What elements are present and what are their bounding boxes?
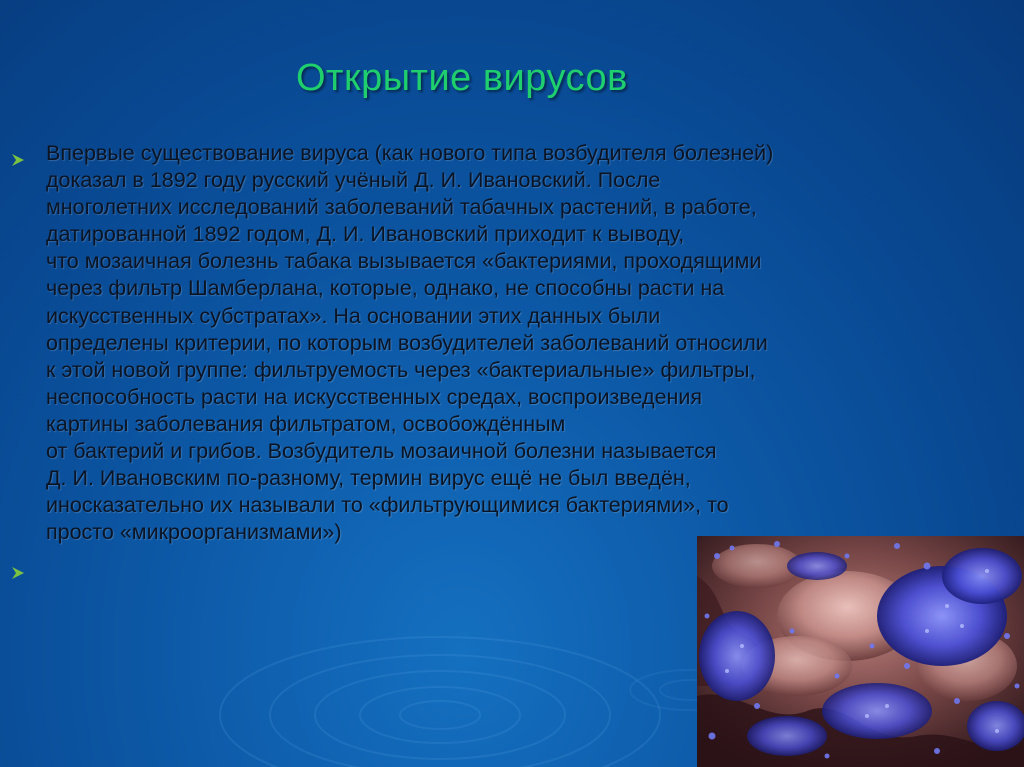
paragraph-line: что мозаичная болезнь табака вызывается «бактериями, проходящими xyxy=(46,249,762,274)
arrowhead-bullet-icon xyxy=(10,152,26,168)
arrowhead-bullet-icon xyxy=(10,565,26,581)
body-paragraph xyxy=(46,140,1021,546)
paragraph-line: картины заболевания фильтратом, освобождённым xyxy=(46,411,566,436)
paragraph-line: датированной 1892 годом, Д. И. Ивановский приходит к выводу, xyxy=(46,222,685,247)
paragraph-line: Д. И. Ивановским по-разному, термин вирус ещё не был введён, xyxy=(46,466,691,491)
paragraph-line: определены критерии, по которым возбудителей заболеваний относили xyxy=(46,330,768,355)
paragraph-line: многолетних исследований заболеваний табачных растений, в работе, xyxy=(46,195,757,220)
paragraph-line: от бактерий и грибов. Возбудитель мозаичной болезни называется xyxy=(46,439,717,464)
paragraph-line: через фильтр Шамберлана, которые, однако, не способны расти на xyxy=(46,276,725,301)
slide-title: Открытие вирусов xyxy=(296,57,628,99)
paragraph-line: иносказательно их называли то «фильтрующимися бактериями», то xyxy=(46,493,729,518)
paragraph-line: Впервые существование вируса (как нового типа возбудителя болезней) xyxy=(46,141,774,165)
paragraph-line: доказал в 1892 году русский учёный Д. И. Ивановский. После xyxy=(46,168,661,193)
virus-micrograph-image xyxy=(697,536,1024,767)
paragraph-line: искусственных субстратах». На основании этих данных были xyxy=(46,303,661,328)
paragraph-line: просто «микроорганизмами») xyxy=(46,520,342,545)
paragraph-line: неспособность расти на искусственных средах, воспроизведения xyxy=(46,384,703,409)
paragraph-line: к этой новой группе: фильтруемость через «бактериальные» фильтры, xyxy=(46,357,756,382)
